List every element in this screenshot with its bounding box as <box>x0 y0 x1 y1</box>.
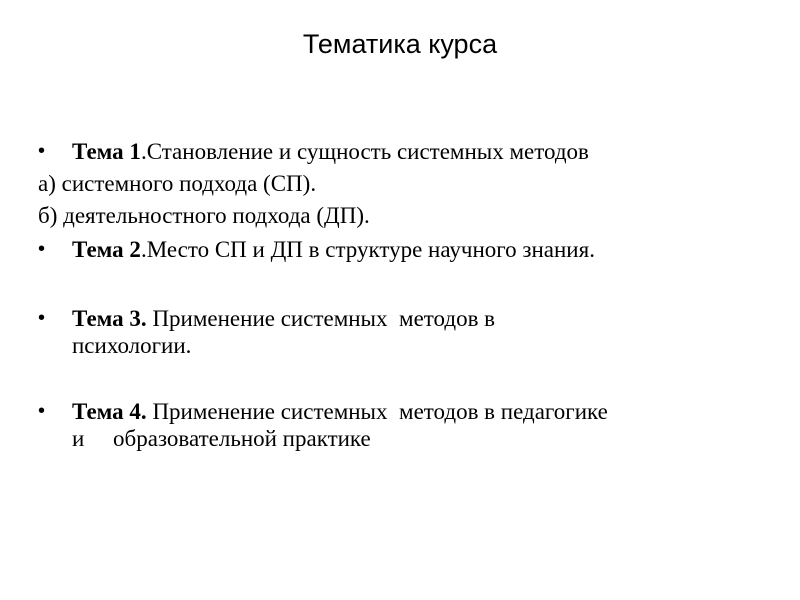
topic-1-text: .Становление и сущность системных методов <box>140 139 589 164</box>
topic-3-label: Тема 3. <box>72 306 147 331</box>
topic-3-line-2: психологии. <box>72 333 192 358</box>
bullet-marker: • <box>38 400 46 422</box>
bullet-marker: • <box>38 307 46 329</box>
topic-2-text: .Место СП и ДП в структуре научного знания. <box>140 237 595 262</box>
topic-3-line-1 <box>72 305 495 332</box>
topic-1-sub-b: б) деятельностного подхода (ДП). <box>38 203 370 228</box>
topic-2 <box>72 236 595 263</box>
bullet-marker: • <box>38 140 46 162</box>
topic-4-label: Тема 4. <box>72 399 147 424</box>
topic-1-sub-a: а) системного подхода (СП). <box>38 171 317 196</box>
slide-title: Тематика курса <box>302 29 498 59</box>
topic-4-line-2: и образовательной практике <box>72 426 371 451</box>
bullet-marker: • <box>38 238 46 260</box>
topic-1-label: Тема 1 <box>72 139 141 164</box>
topic-1 <box>72 138 589 165</box>
topic-4-line-1 <box>72 398 608 425</box>
topic-3-text: Применение системных методов в <box>146 306 496 331</box>
topic-2-label: Тема 2 <box>72 237 141 262</box>
topic-4-text: Применение системных методов в педагогике <box>146 399 608 424</box>
